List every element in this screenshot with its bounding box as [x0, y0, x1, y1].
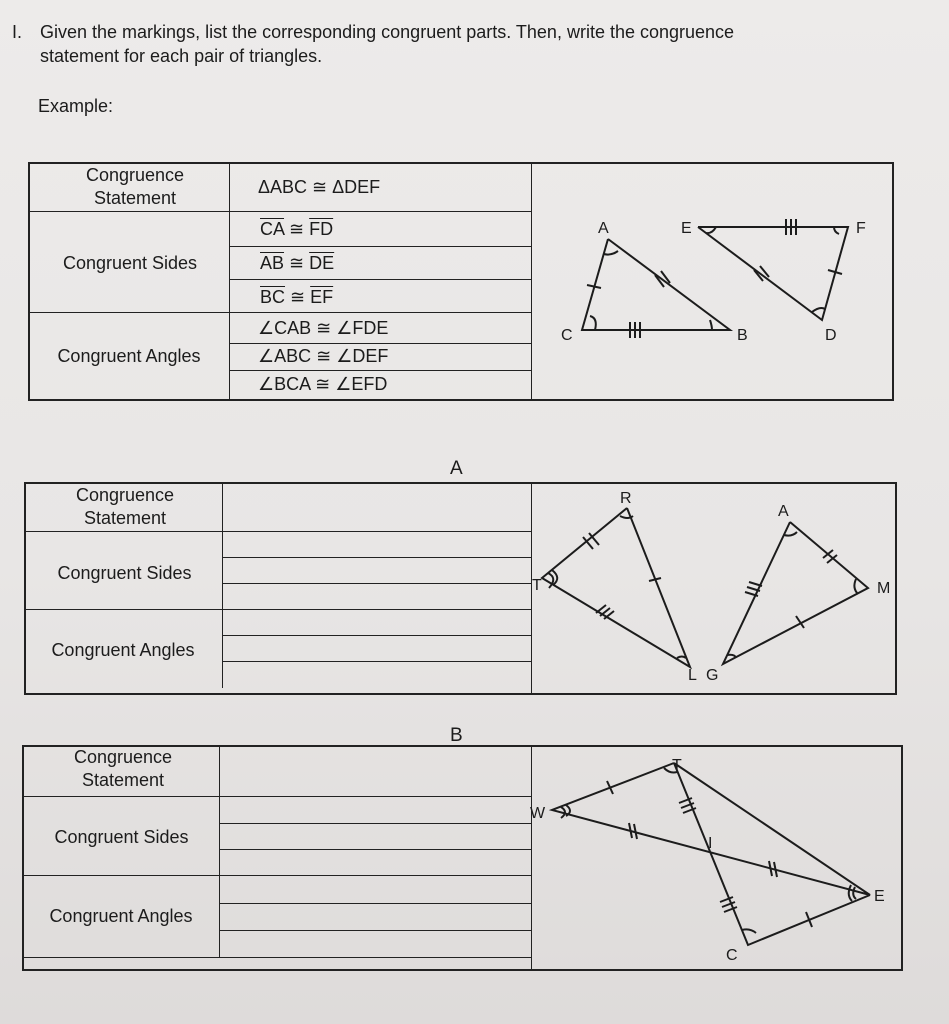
example-congruence-statement: ΔABC ≅ ΔDEF: [258, 177, 381, 197]
label-g: G: [706, 667, 719, 684]
example-side-1: $\overline{CA}$ ≅ $\overline{FD}$: [260, 219, 334, 239]
example-side-3: $\overline{BC}$ ≅ $\overline{EF}$: [260, 287, 334, 307]
triangle-tce: [674, 763, 870, 945]
problem-b-title: B: [450, 725, 463, 746]
example-sides-label: Congruent Sides: [62, 253, 198, 273]
label-f: F: [856, 220, 866, 237]
problem-a-title: A: [450, 458, 463, 479]
instructions-line-1: Given the markings, list the corresponding congruent parts. Then, write the congruence: [40, 22, 735, 42]
label-t2: T: [672, 757, 682, 774]
label-a: A: [598, 220, 609, 237]
example-heading: Example:: [38, 96, 114, 116]
label-r: R: [620, 490, 632, 507]
item-number: I.: [12, 22, 23, 42]
label-l: L: [688, 667, 697, 684]
label-b: B: [737, 327, 748, 344]
label-c: C: [561, 327, 573, 344]
label-d: D: [825, 327, 837, 344]
instructions-line-2: statement for each pair of triangles.: [40, 46, 323, 66]
problem-b-sides-label: Congruent Sides: [54, 827, 189, 847]
label-m: M: [877, 580, 891, 597]
problem-b-angles-label: Congruent Angles: [49, 906, 193, 926]
label-c2: C: [726, 947, 738, 964]
label-i: I: [708, 835, 713, 852]
label-t: T: [532, 577, 542, 594]
label-w: W: [530, 805, 546, 822]
label-a2: A: [778, 503, 789, 520]
problem-a-sides-label: Congruent Sides: [57, 563, 192, 583]
triangle-wti: [552, 763, 870, 895]
example-angles-label: Congruent Angles: [57, 346, 201, 366]
example-angle-2: ∠ABC ≅ ∠DEF: [258, 346, 389, 366]
problem-b-statement-label: Congruence Statement: [73, 747, 173, 790]
label-e: E: [681, 220, 692, 237]
label-e2: E: [874, 888, 885, 905]
example-statement-label: Congruence Statement: [85, 165, 185, 208]
problem-a-angles-label: Congruent Angles: [51, 640, 195, 660]
example-side-2: $\overline{AB}$ ≅ $\overline{DE}$: [260, 253, 335, 273]
problem-a-statement-label: Congruence Statement: [75, 485, 175, 528]
example-angle-1: ∠CAB ≅ ∠FDE: [258, 318, 389, 338]
example-angle-3: ∠BCA ≅ ∠EFD: [258, 374, 388, 394]
